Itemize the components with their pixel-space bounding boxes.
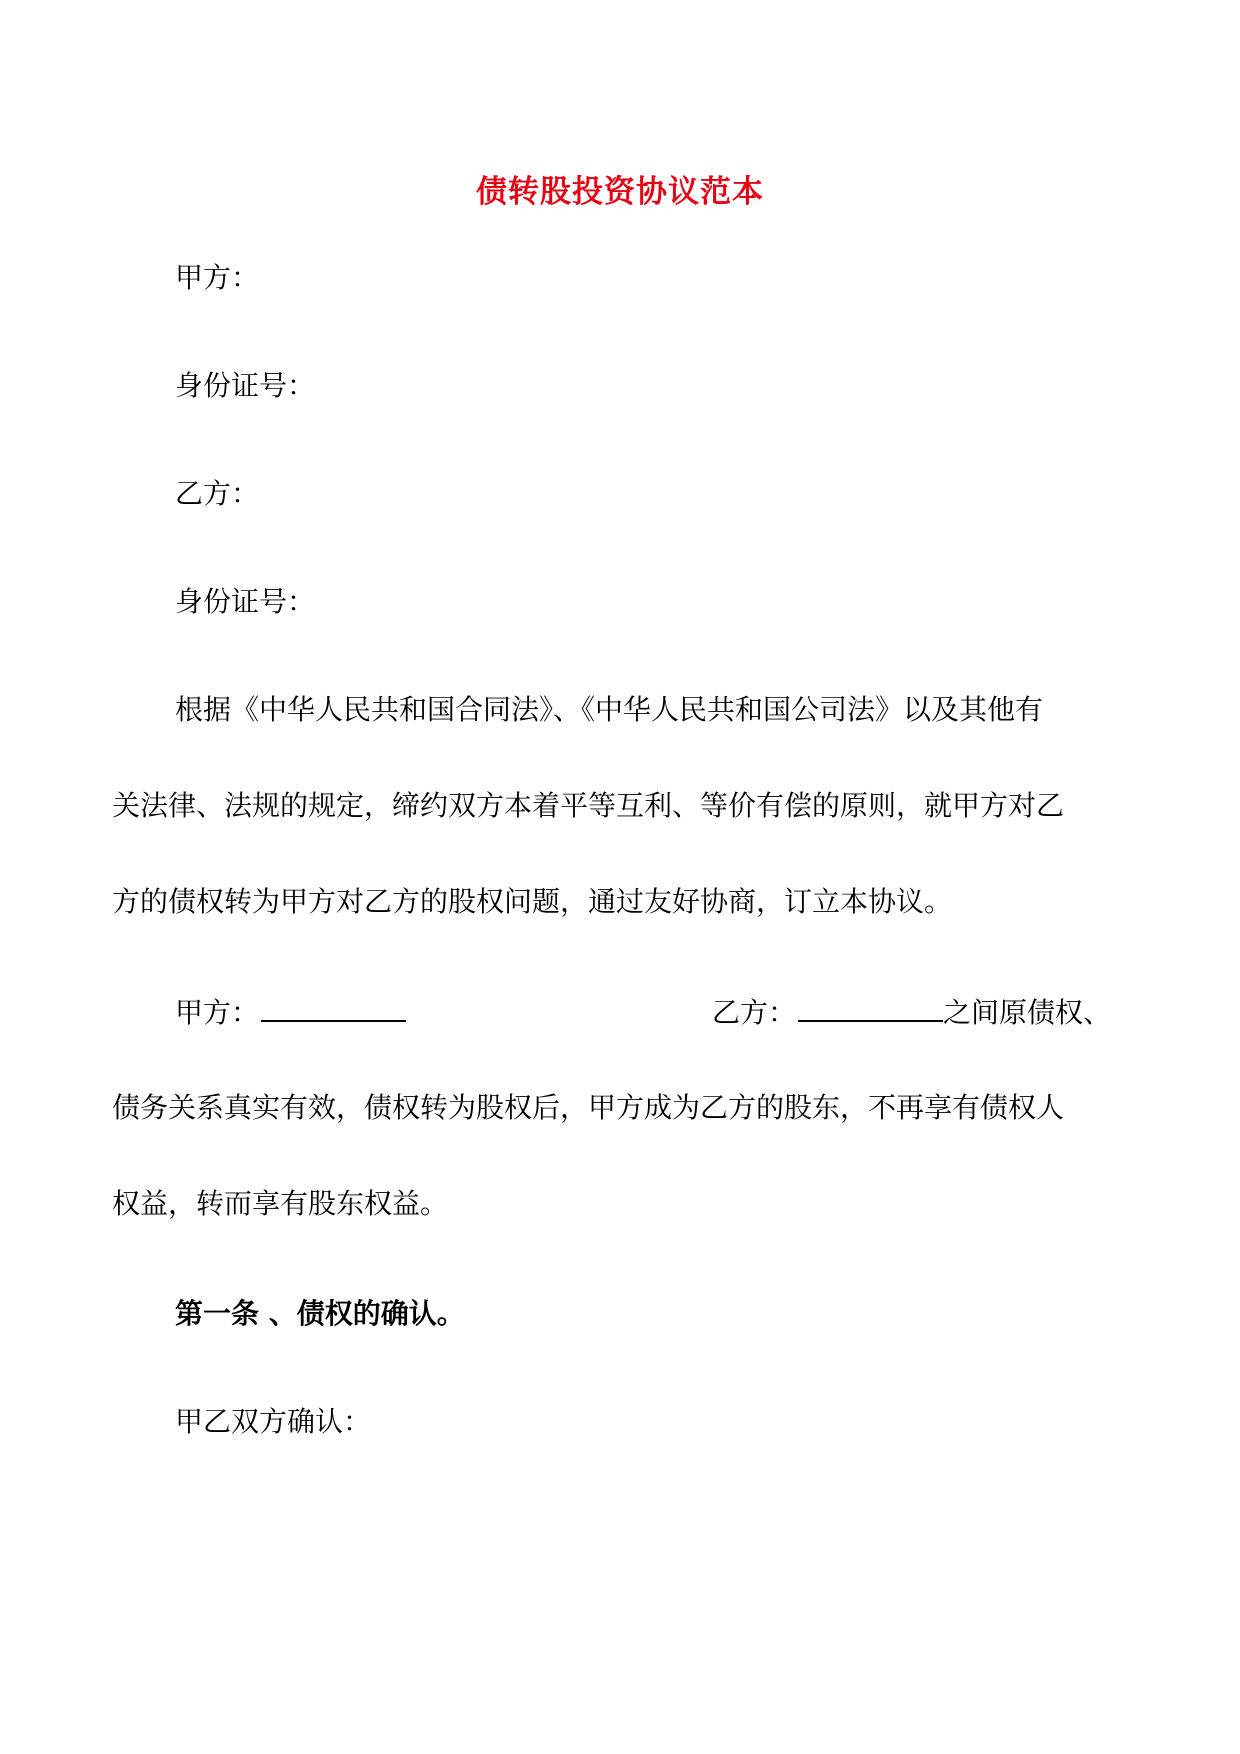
relation-party-a (175, 992, 406, 1033)
relation-line-3: 权益，转而享有股东权益。 (112, 1187, 449, 1220)
relation-party-a-label: 甲方： (175, 996, 260, 1029)
relation-tail: 之间原债权、 (943, 996, 1112, 1029)
article-1-heading: 第一条 、债权的确认。 (175, 1297, 465, 1330)
preamble-line-3: 方的债权转为甲方对乙方的股权问题，通过友好协商，订立本协议。 (112, 885, 953, 918)
relation-line-2: 债务关系真实有效，债权转为股权后，甲方成为乙方的股东，不再享有债权人 (112, 1091, 1065, 1124)
confirm-text: 甲乙双方确认： (175, 1405, 372, 1438)
party-a-blank-line (261, 992, 406, 1022)
party-b-label: 乙方： (175, 477, 260, 510)
party-b-id-label: 身份证号： (175, 585, 316, 618)
party-b-blank-line (798, 992, 943, 1022)
relation-party-b (712, 992, 1111, 1033)
relation-party-b-label: 乙方： (712, 996, 797, 1029)
party-a-id-label: 身份证号： (175, 369, 316, 402)
preamble-line-1: 根据《中华人民共和国合同法》、《中华人民共和国公司法》以及其他有 (175, 693, 1044, 726)
preamble-line-2: 关法律、法规的规定，缔约双方本着平等互利、等价有偿的原则，就甲方对乙 (112, 789, 1065, 822)
document-title: 债转股投资协议范本 (476, 174, 764, 210)
party-a-label: 甲方： (175, 261, 260, 294)
